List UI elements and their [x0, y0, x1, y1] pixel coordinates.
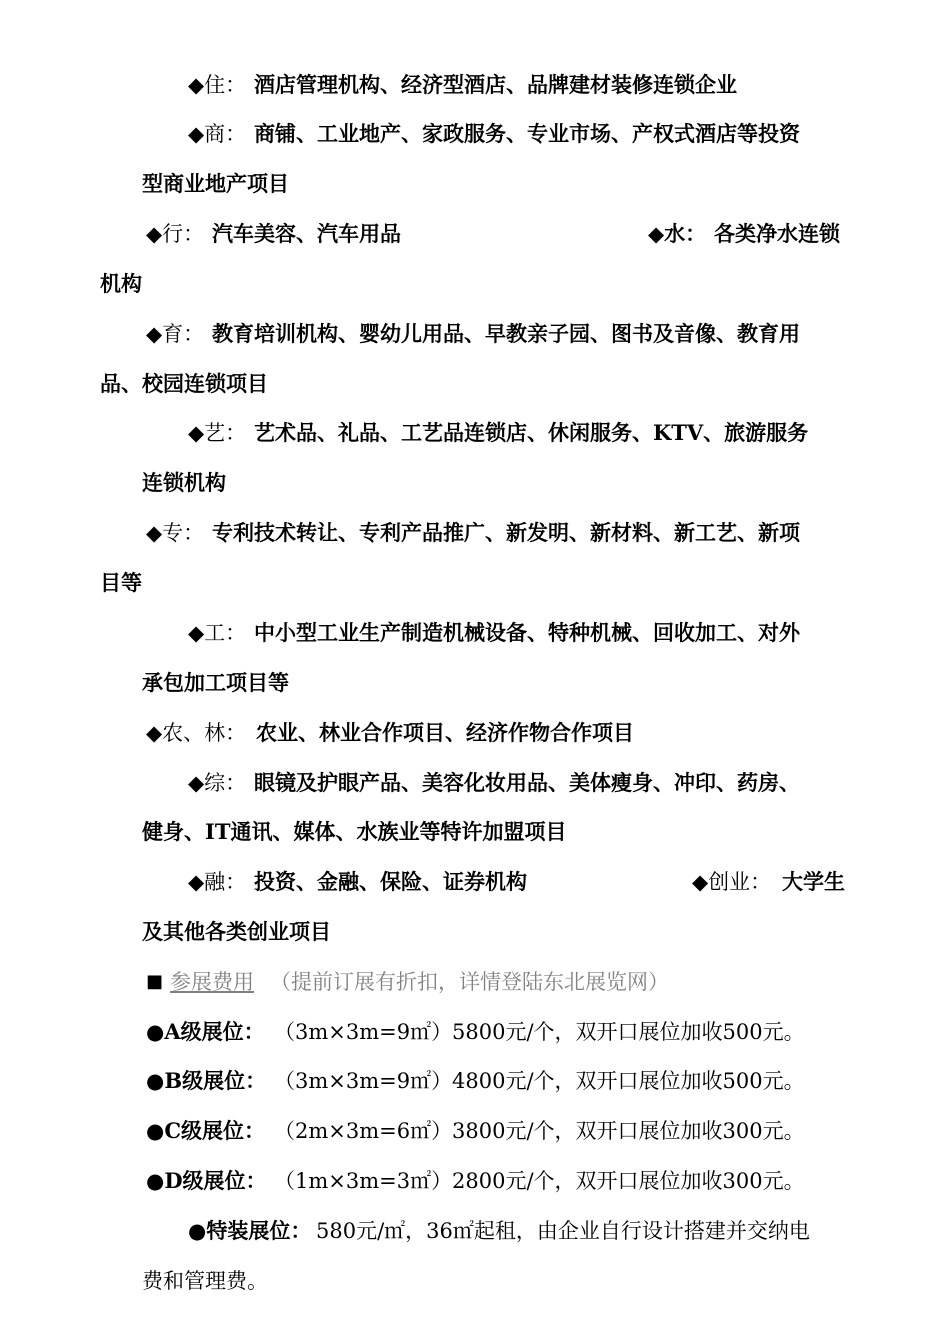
category-text: 品、校园连锁项目	[100, 371, 268, 396]
category-text: 及其他各类创业项目	[142, 919, 331, 944]
category-yu	[0, 314, 950, 354]
fee-price: 580元/㎡，36㎡起租，由企业自行设计搭建并交纳电	[316, 1219, 810, 1243]
category-text: 酒店管理机构、经济型酒店、品牌建材装修连锁企业	[254, 72, 737, 97]
fees-note: （提前订展有折扣，详情登陆东北展览网）	[270, 970, 669, 994]
category-text: 农业、林业合作项目、经济作物合作项目	[256, 720, 634, 745]
fee-size: （3m×3m=9㎡）	[274, 1069, 453, 1093]
category-text: 目等	[100, 570, 142, 595]
category-text: 承包加工项目等	[142, 670, 289, 695]
category-label: ◆工：	[188, 621, 247, 645]
category-text: 投资、金融、保险、证券机构	[254, 869, 527, 894]
category-text: 教育培训机构、婴幼儿用品、早教亲子园、图书及音像、教育用	[212, 321, 800, 346]
fee-label: ●B级展位：	[146, 1068, 267, 1093]
fee-price: 4800元/个，双开口展位加收500元。	[452, 1069, 805, 1093]
category-label: ◆行：	[146, 222, 205, 246]
category-text: 艺术品、礼品、工艺品连锁店、休闲服务、KTV、旅游服务	[254, 420, 809, 445]
category-zhuan	[0, 513, 950, 553]
category-label: ◆艺：	[188, 421, 247, 445]
category-rong-chuangye	[0, 862, 950, 902]
category-xing-shui	[0, 214, 950, 254]
category-yi	[0, 413, 950, 453]
fee-row-b	[0, 1061, 950, 1101]
category-chuangye-continued	[0, 912, 950, 952]
category-label: ◆融：	[188, 870, 247, 894]
fees-heading	[0, 962, 950, 1002]
category-yi-continued	[0, 463, 950, 503]
category-shui-continued	[0, 264, 950, 304]
category-label: ◆创业：	[692, 870, 772, 894]
category-zong	[0, 763, 950, 803]
fee-row-special-continued	[0, 1261, 950, 1301]
fee-row-d	[0, 1161, 950, 1201]
fee-label: ●特装展位：	[188, 1218, 312, 1243]
category-text: 专利技术转让、专利产品推广、新发明、新材料、新工艺、新项	[212, 520, 800, 545]
category-text: 各类净水连锁	[714, 221, 840, 246]
category-label: ◆住：	[188, 73, 247, 97]
category-text: 大学生	[782, 869, 845, 894]
category-label: ◆综：	[188, 771, 247, 795]
category-yu-continued	[0, 364, 950, 404]
category-text: 型商业地产项目	[142, 171, 289, 196]
category-zhuan-continued	[0, 563, 950, 603]
category-text: 健身、IT通讯、媒体、水族业等特许加盟项目	[142, 819, 567, 844]
category-text: 眼镜及护眼产品、美容化妆用品、美体瘦身、冲印、药房、	[254, 770, 800, 795]
category-text: 商铺、工业地产、家政服务、专业市场、产权式酒店等投资	[254, 121, 800, 146]
category-label: ◆专：	[146, 521, 205, 545]
fee-label: ●D级展位：	[146, 1168, 267, 1193]
fee-price: 费和管理费。	[142, 1269, 268, 1293]
category-nonglin	[0, 713, 950, 753]
category-zhu	[0, 65, 950, 105]
fee-size: （3m×3m=9㎡）	[274, 1020, 453, 1044]
fee-size: （2m×3m=6㎡）	[274, 1119, 453, 1143]
fee-label: ●A级展位：	[146, 1019, 265, 1044]
category-gong-continued	[0, 663, 950, 703]
fee-label: ●C级展位：	[146, 1118, 266, 1143]
category-label: ◆水：	[648, 221, 707, 246]
fee-row-a	[0, 1012, 950, 1052]
fee-price: 5800元/个，双开口展位加收500元。	[452, 1020, 805, 1044]
fees-title: 参展费用	[170, 970, 254, 994]
fee-size: （1m×3m=3㎡）	[274, 1169, 453, 1193]
fee-row-c	[0, 1111, 950, 1151]
square-bullet-icon: ■	[146, 971, 164, 992]
category-label: ◆育：	[146, 322, 205, 346]
category-text: 连锁机构	[142, 470, 226, 495]
category-label: ◆农、林：	[146, 721, 247, 745]
category-text: 机构	[100, 271, 142, 296]
category-shang	[0, 114, 950, 154]
category-shang-continued	[0, 164, 950, 204]
category-text: 中小型工业生产制造机械设备、特种机械、回收加工、对外	[254, 620, 800, 645]
fee-price: 3800元/个，双开口展位加收300元。	[452, 1119, 805, 1143]
category-text: 汽车美容、汽车用品	[212, 221, 401, 246]
category-zong-continued	[0, 812, 950, 852]
category-gong	[0, 613, 950, 653]
fee-row-special	[0, 1211, 950, 1251]
fee-price: 2800元/个，双开口展位加收300元。	[452, 1169, 805, 1193]
category-label: ◆商：	[188, 122, 247, 146]
